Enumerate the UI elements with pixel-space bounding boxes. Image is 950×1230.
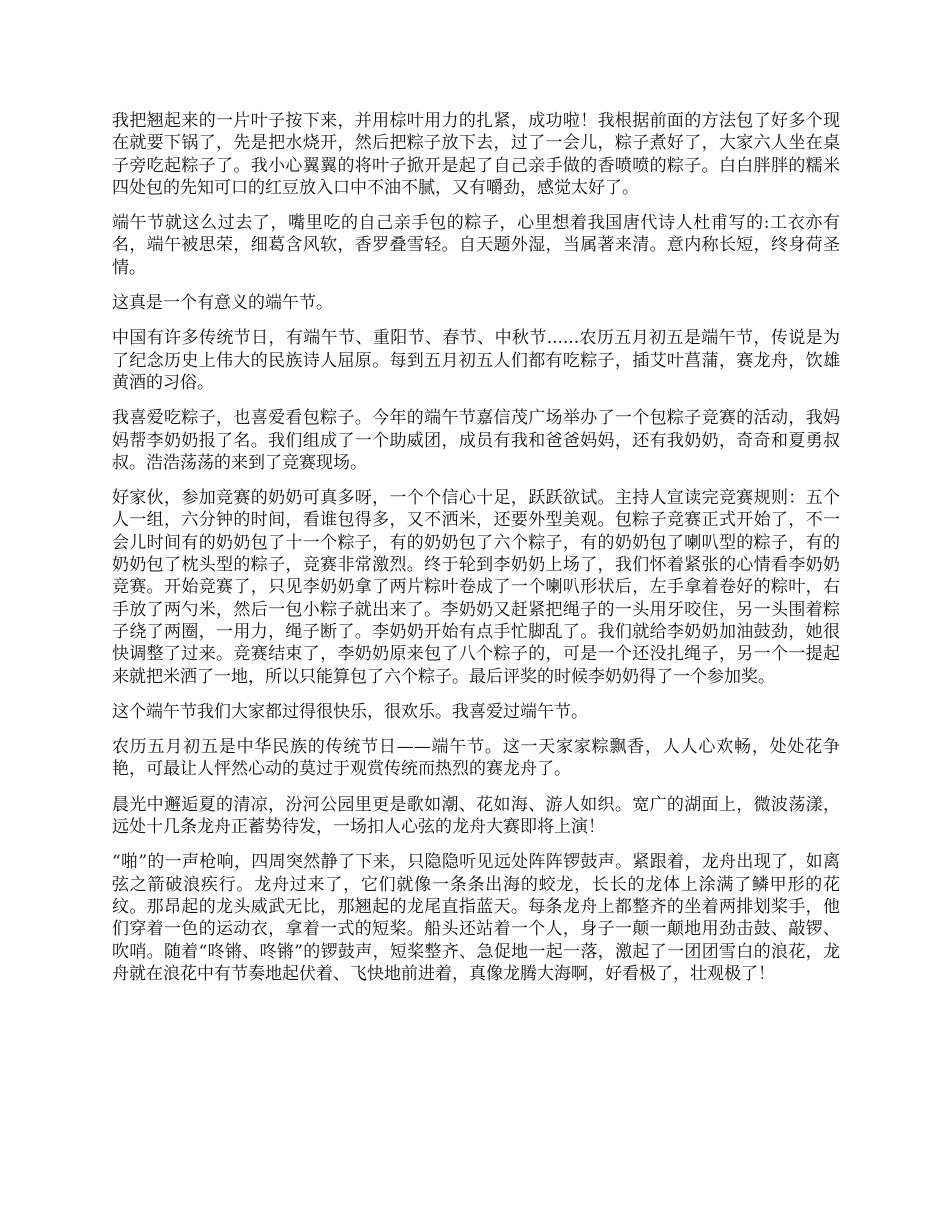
paragraph: 这真是一个有意义的端午节。 bbox=[112, 293, 333, 314]
paragraph: 我把翘起来的一片叶子按下来，并用棕叶用力的扎紧，成功啦！我根据前面的方法包了好多个现在就要下锅了，先是把水烧开，然后把粽子放下去，过了一会儿，粽子煮好了，大家六人坐在桌子旁吃起粽子了。我小心翼翼的将叶子掀开是起了自己亲手做的香喷喷的粽子。白白胖胖的糯米四处包的先知可口的红豆放入口中不油不腻，又有嚼劲，感觉太好了。 bbox=[112, 111, 840, 198]
paragraph: 这个端午节我们大家都过得很快乐，很欢乐。我喜爱过端午节。 bbox=[112, 701, 588, 722]
paragraph: 农历五月初五是中华民族的传统节日——端午节。这一天家家粽飘香，人人心欢畅，处处花争艳，可最让人怦然心动的莫过于观赏传统而热烈的赛龙舟了。 bbox=[112, 737, 840, 780]
paragraph: 端午节就这么过去了，嘴里吃的自己亲手包的粽子，心里想着我国唐代诗人杜甫写的:工衣亦有名，端午被思荣，细葛含风软，香罗叠雪轻。自天题外湿，当属著来清。意内称长短，终身荷圣情。 bbox=[112, 213, 840, 278]
document-page bbox=[112, 110, 840, 998]
paragraph: 好家伙，参加竞赛的奶奶可真多呀，一个个信心十足，跃跃欲试。主持人宣读完竞赛规则：五个人一组，六分钟的时间，看谁包得多，又不洒米，还要外型美观。包粽子竞赛正式开始了，不一会儿时间有的奶奶包了十一个粽子，有的奶奶包了六个粽子，有的奶奶包了喇叭型的粽子，有的奶奶包了枕头型的粽子，竞赛非常激烈。终于轮到李奶奶上场了，我们怀着紧张的心情看李奶奶竞赛。开始竞赛了，只见李奶奶拿了两片粽叶卷成了一个喇叭形状后，左手拿着卷好的粽叶，右手放了两勺米，然后一包小粽子就出来了。李奶奶又赶紧把绳子的一头用牙咬住，另一头围着粽子绕了两圈，一用力，绳子断了。李奶奶开始有点手忙脚乱了。我们就给李奶奶加油鼓劲，她很快调整了过来。竞赛结束了，李奶奶原来包了八个粽子的，可是一个还没扎绳子，另一个一提起来就把米洒了一地，所以只能算包了六个粽子。最后评奖的时候李奶奶得了一个参加奖。 bbox=[112, 488, 840, 687]
paragraph: 晨光中邂逅夏的清凉，汾河公园里更是歌如潮、花如海、游人如织。宽广的湖面上，微波荡漾，远处十几条龙舟正蓄势待发，一场扣人心弦的龙舟大赛即将上演！ bbox=[112, 794, 840, 838]
paragraph: 中国有许多传统节日，有端午节、重阳节、春节、中秋节......农历五月初五是端午节，传说是为了纪念历史上伟大的民族诗人屈原。每到五月初五人们都有吃粽子，插艾叶菖蒲，赛龙舟，饮雄黄酒的习俗。 bbox=[112, 328, 840, 393]
paragraph: 我喜爱吃粽子，也喜爱看包粽子。今年的端午节嘉信茂广场举办了一个包粽子竞赛的活动，我妈妈帮李奶奶报了名。我们组成了一个助威团，成员有我和爸爸妈妈，还有我奶奶，奇奇和夏勇叔叔。浩浩荡荡的来到了竞赛现场。 bbox=[112, 408, 840, 473]
paragraph: “啪”的一声枪响，四周突然静了下来，只隐隐听见远处阵阵锣鼓声。紧跟着，龙舟出现了，如离弦之箭破浪疾行。龙舟过来了，它们就像一条条出海的蛟龙，长长的龙体上涂满了鳞甲形的花纹。那昂起的龙头威武无比，那翘起的龙尾直指蓝天。每条龙舟上都整齐的坐着两排划桨手，他们穿着一色的运动衣，拿着一式的短桨。船头还站着一个人，身子一颠一颠地用劲击鼓、敲锣、吹哨。随着“咚锵、咚锵”的锣鼓声，短桨整齐、急促地一起一落，激起了一团团雪白的浪花，龙舟就在浪花中有节奏地起伏着、飞快地前进着，真像龙腾大海啊，好看极了，壮观极了！ bbox=[112, 852, 840, 984]
